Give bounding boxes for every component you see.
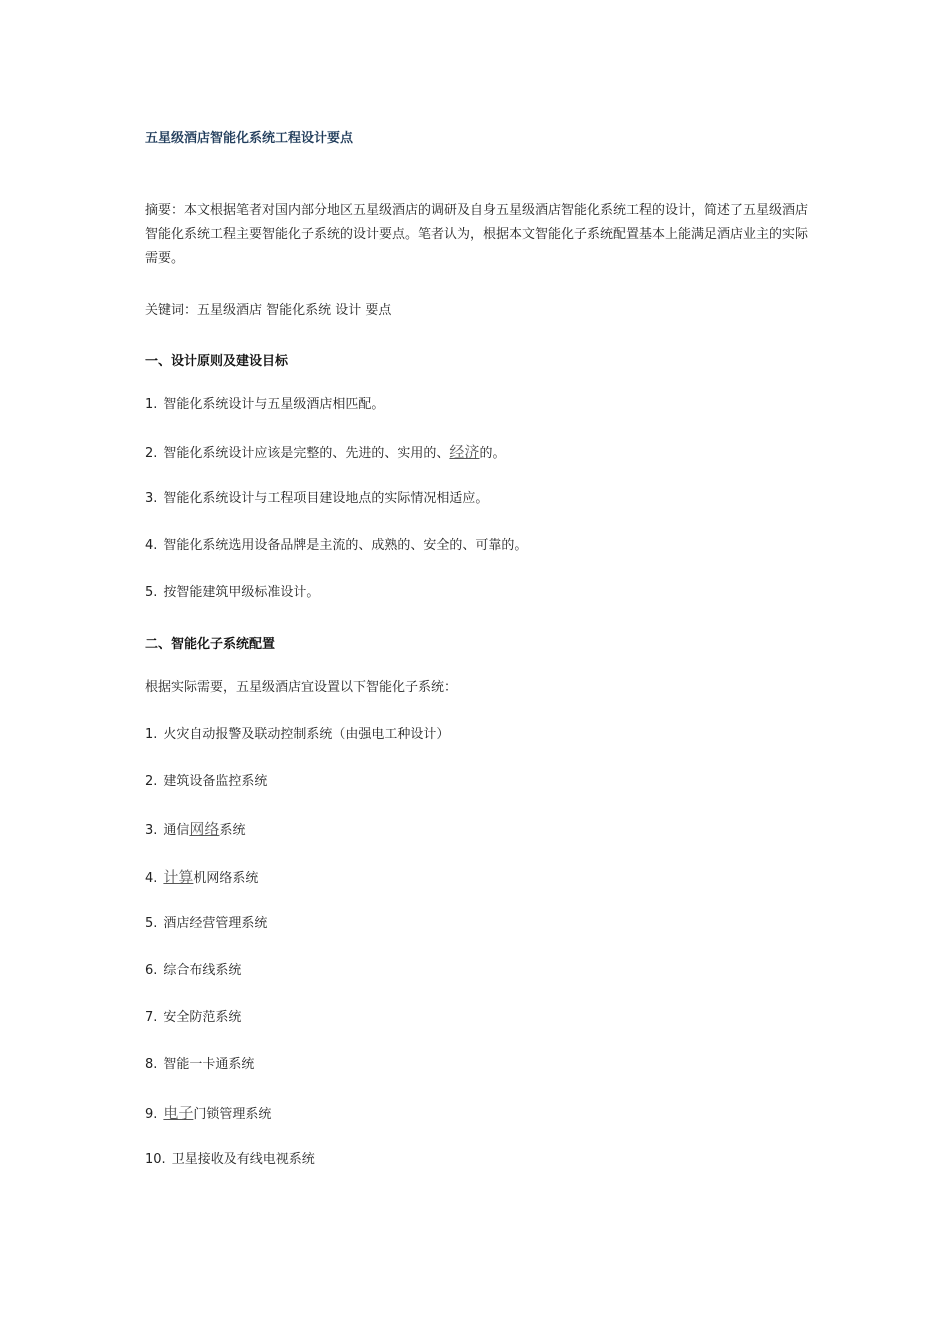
item-text: 智能化系统选用设备品牌是主流的、成熟的、安全的、可靠的。 — [163, 538, 528, 553]
keyword-link[interactable]: 经济 — [449, 443, 480, 461]
document-title: 五星级酒店智能化系统工程设计要点 — [145, 131, 354, 146]
list-item — [145, 487, 488, 511]
list-item — [145, 1053, 254, 1077]
item-number: 8. — [145, 1057, 158, 1072]
list-item — [145, 581, 319, 605]
list-item — [145, 1101, 271, 1127]
item-number: 6. — [145, 963, 158, 978]
item-text: 智能化系统设计与工程项目建设地点的实际情况相适应。 — [163, 491, 489, 506]
item-number: 3. — [145, 823, 158, 838]
item-number: 9. — [145, 1107, 158, 1122]
item-number: 2. — [145, 774, 158, 789]
keywords-line: 关键词：五星级酒店 智能化系统 设计 要点 — [145, 303, 392, 318]
item-number: 5. — [145, 585, 158, 600]
item-text-suffix: 机网络系统 — [193, 871, 259, 886]
list-item — [145, 865, 258, 891]
item-number: 1. — [145, 397, 158, 412]
item-text: 卫星接收及有线电视系统 — [171, 1152, 315, 1167]
item-number: 1. — [145, 727, 158, 742]
list-item — [145, 912, 267, 936]
section2-intro: 根据实际需要，五星级酒店宜设置以下智能化子系统： — [145, 680, 458, 695]
item-text: 安全防范系统 — [163, 1010, 242, 1025]
item-number: 10. — [145, 1152, 166, 1167]
keyword-link[interactable]: 网络 — [189, 820, 220, 838]
list-item — [145, 723, 449, 747]
item-text-suffix: 系统 — [219, 823, 246, 838]
item-text: 火灾自动报警及联动控制系统（由强电工种设计） — [163, 727, 450, 742]
list-item — [145, 1148, 315, 1172]
keyword-link[interactable]: 电子 — [163, 1104, 194, 1122]
item-text: 酒店经营管理系统 — [163, 916, 268, 931]
item-text-suffix: 的。 — [479, 446, 506, 461]
keyword-link[interactable]: 计算 — [163, 868, 194, 886]
list-item — [145, 1006, 241, 1030]
item-text: 按智能建筑甲级标准设计。 — [163, 585, 320, 600]
item-text-suffix: 门锁管理系统 — [193, 1107, 272, 1122]
item-text: 综合布线系统 — [163, 963, 242, 978]
item-number: 4. — [145, 871, 158, 886]
list-item — [145, 393, 384, 417]
list-item — [145, 770, 267, 794]
item-number: 3. — [145, 491, 158, 506]
item-text: 智能化系统设计应该是完整的、先进的、实用的、 — [163, 446, 450, 461]
item-number: 5. — [145, 916, 158, 931]
item-number: 2. — [145, 446, 158, 461]
item-text: 智能一卡通系统 — [163, 1057, 255, 1072]
item-number: 4. — [145, 538, 158, 553]
item-number: 7. — [145, 1010, 158, 1025]
list-item — [145, 959, 241, 983]
section1-heading: 一、设计原则及建设目标 — [145, 354, 289, 369]
item-text: 智能化系统设计与五星级酒店相匹配。 — [163, 397, 385, 412]
list-item — [145, 534, 527, 558]
item-text: 通信 — [163, 823, 190, 838]
item-text: 建筑设备监控系统 — [163, 774, 268, 789]
list-item — [145, 440, 505, 466]
abstract-paragraph: 摘要：本文根据笔者对国内部分地区五星级酒店的调研及自身五星级酒店智能化系统工程的设计，简述了五星级酒店智能化系统工程主要智能化子系统的设计要点。笔者认为，根据本文智能化子系统配置基本上能满足酒店业主的实际需要。 — [145, 203, 809, 266]
section2-heading: 二、智能化子系统配置 — [145, 637, 276, 652]
list-item — [145, 817, 245, 843]
